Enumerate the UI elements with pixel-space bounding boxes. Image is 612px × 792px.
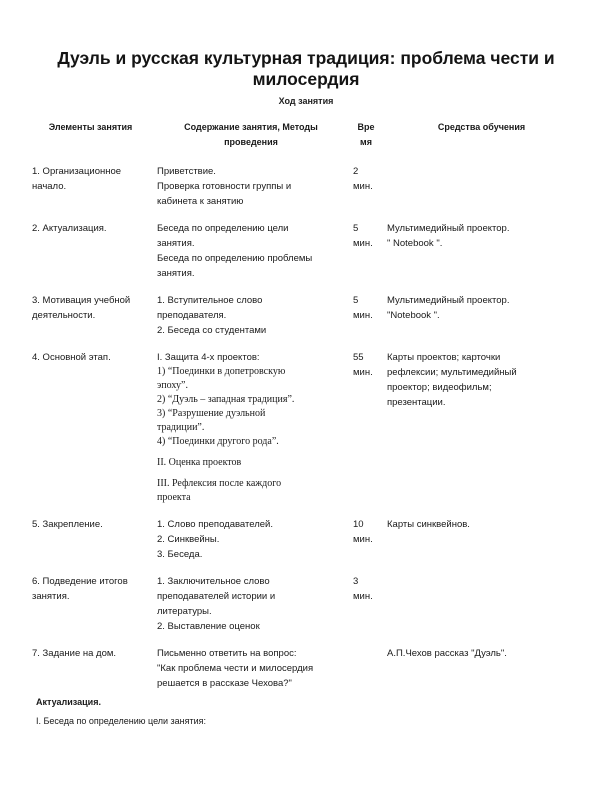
cell-time (349, 219, 383, 291)
cell-stage (28, 219, 153, 291)
project-line: 1) “Поединки в допетровскую (157, 366, 286, 377)
means-line: А.П.Чехов рассказ "Дуэль". (387, 648, 507, 659)
content-line: кабинета к занятию (157, 196, 244, 207)
stage-line: 7. Задание на дом. (32, 648, 117, 659)
cell-time (349, 515, 383, 572)
table-row (28, 572, 580, 644)
cell-content (153, 644, 349, 701)
content-line: занятия. (157, 268, 195, 279)
project-line: проекта (157, 492, 191, 503)
project-line: эпоху”. (157, 380, 188, 391)
time-line: мин. (353, 367, 373, 378)
cell-means (383, 219, 580, 291)
stage-line: 4. Основной этап. (32, 352, 111, 363)
document-subtitle: Ход занятия (278, 96, 334, 106)
project-line: III. Рефлексия после каждого (157, 478, 282, 489)
content-line: преподавателя. (157, 310, 227, 321)
cell-content (153, 219, 349, 291)
content-line: литературы. (157, 606, 212, 617)
header-content-line: Содержание занятия, Методы (184, 122, 318, 132)
content-line: Проверка готовности группы и (157, 181, 292, 192)
cell-time (349, 348, 383, 515)
header-stage: Элементы занятия (48, 122, 133, 132)
header-time (349, 118, 383, 162)
header-content (153, 118, 349, 162)
table-row (28, 219, 580, 291)
project-line: 2) “Дуэль – западная традиция”. (157, 394, 295, 405)
time-line: 5 (353, 295, 359, 306)
content-line: преподавателей истории и (157, 591, 276, 602)
cell-means (383, 162, 580, 219)
project-line: 4) “Поединки другого рода”. (157, 436, 279, 447)
table-row (28, 515, 580, 572)
lesson-table (28, 118, 580, 701)
time-line: мин. (353, 591, 373, 602)
header-time-line: мя (360, 137, 372, 147)
cell-stage (28, 644, 153, 701)
cell-stage (28, 515, 153, 572)
cell-content (153, 291, 349, 348)
project-line: традиции”. (157, 422, 205, 433)
stage-line: деятельности. (32, 310, 96, 321)
time-line: 55 (353, 352, 364, 363)
content-line: Беседа по определению проблемы (157, 253, 313, 264)
means-line: Мультимедийный проектор. (387, 223, 510, 234)
means-line: рефлексии; мультимедийный (387, 367, 517, 378)
content-line: решается в рассказе Чехова?" (157, 678, 292, 689)
project-line: 3) “Разрушение дуэльной (157, 408, 266, 419)
table-row (28, 644, 580, 701)
means-line: проектор; видеофильм; (387, 382, 492, 393)
header-means: Средства обучения (437, 122, 526, 132)
content-line: 2. Синквейны. (157, 534, 220, 545)
content-line: 2. Беседа со студентами (157, 325, 267, 336)
time-line: 2 (353, 166, 359, 177)
section-heading: Актуализация. (36, 697, 101, 707)
stage-line: начало. (32, 181, 67, 192)
stage-line: 1. Организационное (32, 166, 122, 177)
table-header-row (28, 118, 580, 162)
cell-time (349, 291, 383, 348)
cell-stage (28, 348, 153, 515)
cell-means (383, 515, 580, 572)
document-title: Дуэль и русская культурная традиция: проблема чести и милосердия (57, 48, 555, 89)
content-line: I. Защита 4-х проектов: (157, 352, 260, 363)
time-line: 3 (353, 576, 359, 587)
spacer (157, 470, 345, 477)
stage-line: 5. Закрепление. (32, 519, 103, 530)
content-line: 2. Выставление оценок (157, 621, 260, 632)
time-line: мин. (353, 310, 373, 321)
means-line: Мультимедийный проектор. (387, 295, 510, 306)
content-line: Письменно ответить на вопрос: (157, 648, 297, 659)
cell-content (153, 572, 349, 644)
cell-means (383, 291, 580, 348)
stage-line: занятия. (32, 591, 70, 602)
means-line: презентации. (387, 397, 446, 408)
means-line: "Notebook ". (387, 310, 440, 321)
stage-line: 3. Мотивация учебной (32, 295, 131, 306)
cell-means (383, 572, 580, 644)
header-time-line: Вре (357, 122, 375, 132)
means-line: Карты проектов; карточки (387, 352, 501, 363)
time-line: мин. (353, 238, 373, 249)
cell-content (153, 348, 349, 515)
time-line: мин. (353, 181, 373, 192)
stage-line: 2. Актуализация. (32, 223, 107, 234)
cell-stage (28, 291, 153, 348)
header-content-line: проведения (224, 137, 278, 147)
content-line: Приветствие. (157, 166, 216, 177)
cell-content (153, 515, 349, 572)
cell-content (153, 162, 349, 219)
stage-line: 6. Подведение итогов (32, 576, 128, 587)
cell-stage (28, 572, 153, 644)
table-row (28, 348, 580, 515)
cell-means (383, 348, 580, 515)
content-line: 3. Беседа. (157, 549, 203, 560)
cell-means (383, 644, 580, 701)
spacer (157, 449, 345, 456)
means-line: " Notebook ". (387, 238, 443, 249)
content-line: Беседа по определению цели (157, 223, 289, 234)
cell-time (349, 644, 383, 701)
content-line: занятия. (157, 238, 195, 249)
time-line: 10 (353, 519, 364, 530)
content-line: 1. Слово преподавателей. (157, 519, 273, 530)
content-line: "Как проблема чести и милосердия (157, 663, 314, 674)
time-line: мин. (353, 534, 373, 545)
content-line: 1. Вступительное слово (157, 295, 263, 306)
project-line: II. Оценка проектов (157, 457, 242, 468)
section-text: I. Беседа по определению цели занятия: (36, 716, 207, 726)
means-line: Карты синквейнов. (387, 519, 470, 530)
table-row (28, 162, 580, 219)
content-line: 1. Заключительное слово (157, 576, 270, 587)
cell-time (349, 162, 383, 219)
cell-stage (28, 162, 153, 219)
cell-time (349, 572, 383, 644)
table-row (28, 291, 580, 348)
time-line: 5 (353, 223, 359, 234)
